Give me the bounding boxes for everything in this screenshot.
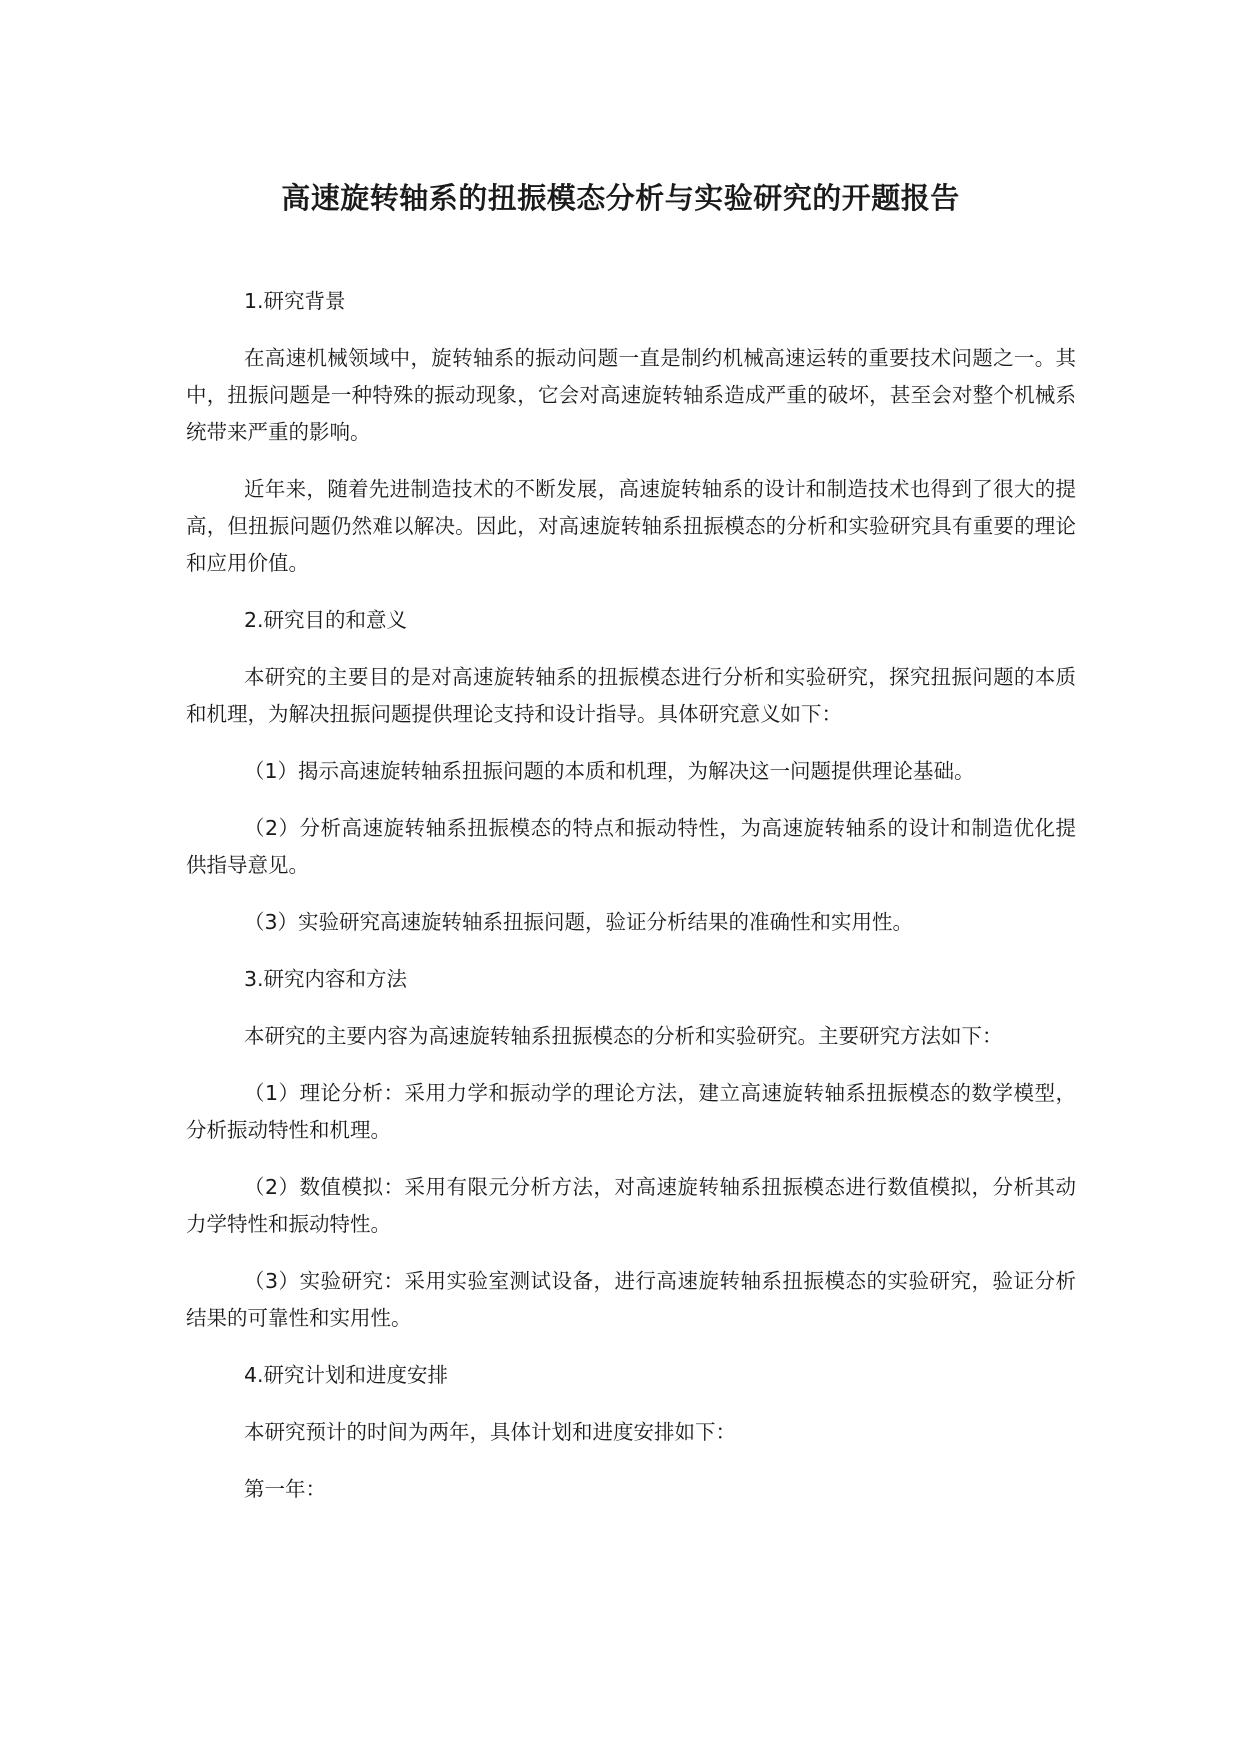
paragraph-purpose-intro: 本研究的主要目的是对高速旋转轴系的扭振模态进行分析和实验研究，探究扭振问题的本质和机理，为解决扭振问题提供理论支持和设计指导。具体研究意义如下： bbox=[186, 665, 1076, 726]
section-heading-schedule: 4.研究计划和进度安排 bbox=[244, 1363, 449, 1387]
paragraph-first-year: 第一年： bbox=[244, 1477, 326, 1501]
section-heading-methods: 3.研究内容和方法 bbox=[244, 967, 408, 991]
list-item-purpose-1: （1）揭示高速旋转轴系扭振问题的本质和机理，为解决这一问题提供理论基础。 bbox=[244, 759, 975, 783]
document-title: 高速旋转轴系的扭振模态分析与实验研究的开题报告 bbox=[281, 181, 960, 215]
paragraph-schedule-intro: 本研究预计的时间为两年，具体计划和进度安排如下： bbox=[244, 1420, 736, 1444]
paragraph-methods-intro: 本研究的主要内容为高速旋转轴系扭振模态的分析和实验研究。主要研究方法如下： bbox=[244, 1024, 1003, 1048]
list-item-purpose-2: （2）分析高速旋转轴系扭振模态的特点和振动特性，为高速旋转轴系的设计和制造优化提供指导意见。 bbox=[186, 816, 1076, 877]
document-body bbox=[186, 283, 1076, 1528]
section-heading-purpose: 2.研究目的和意义 bbox=[244, 608, 408, 632]
list-item-purpose-3: （3）实验研究高速旋转轴系扭振问题，验证分析结果的准确性和实用性。 bbox=[244, 910, 914, 934]
list-item-methods-2: （2）数值模拟：采用有限元分析方法，对高速旋转轴系扭振模态进行数值模拟，分析其动力学特性和振动特性。 bbox=[186, 1175, 1076, 1236]
paragraph-background-2: 近年来，随着先进制造技术的不断发展，高速旋转轴系的设计和制造技术也得到了很大的提高，但扭振问题仍然难以解决。因此，对高速旋转轴系扭振模态的分析和实验研究具有重要的理论和应用价值。 bbox=[186, 477, 1076, 575]
paragraph-background-1: 在高速机械领域中，旋转轴系的振动问题一直是制约机械高速运转的重要技术问题之一。其中，扭振问题是一种特殊的振动现象，它会对高速旋转轴系造成严重的破坏，甚至会对整个机械系统带来严重的影响。 bbox=[186, 346, 1076, 444]
section-heading-background: 1.研究背景 bbox=[244, 289, 346, 313]
list-item-methods-3: （3）实验研究：采用实验室测试设备，进行高速旋转轴系扭振模态的实验研究，验证分析结果的可靠性和实用性。 bbox=[186, 1269, 1076, 1330]
list-item-methods-1: （1）理论分析：采用力学和振动学的理论方法，建立高速旋转轴系扭振模态的数学模型，分析振动特性和机理。 bbox=[186, 1081, 1076, 1142]
